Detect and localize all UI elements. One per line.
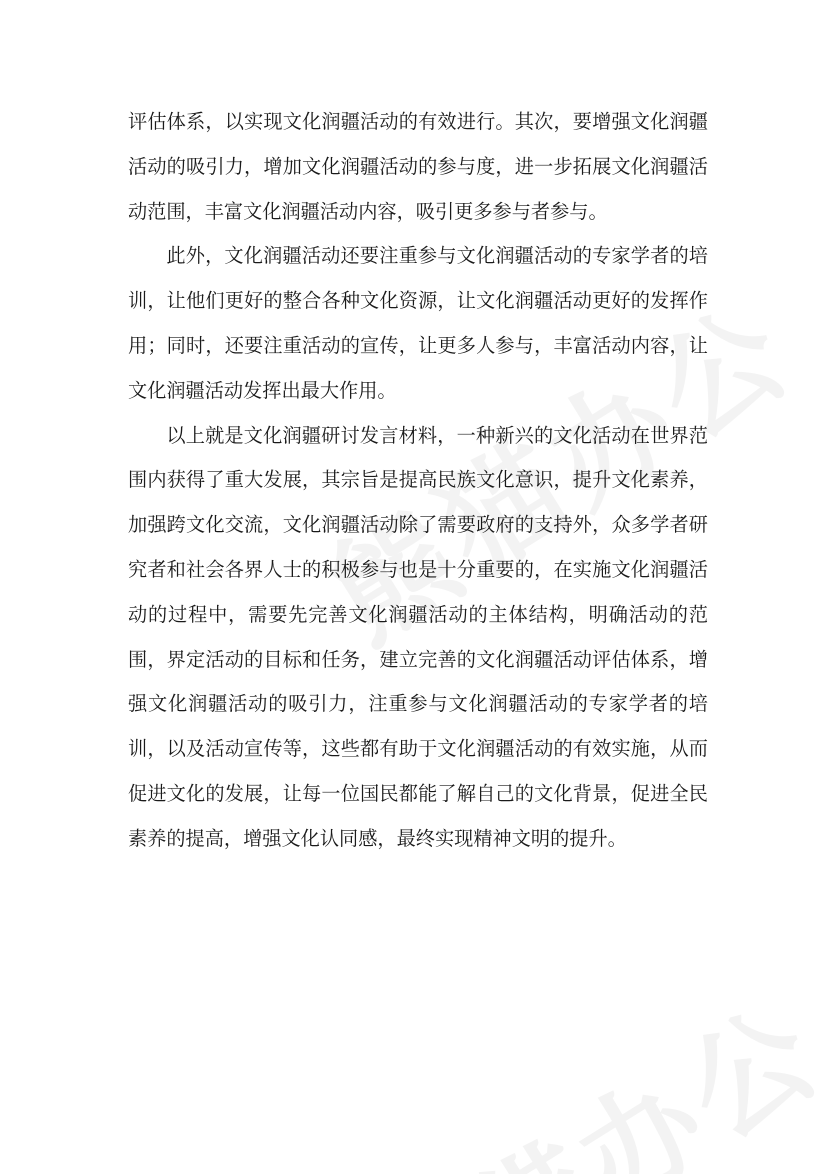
document-body [128, 100, 708, 862]
watermark-bottom [323, 957, 830, 1174]
paragraph-conclusion: 以上就是文化润疆研讨发言材料，一种新兴的文化活动在世界范围内获得了重大发展，其宗旨是提高民族文化意识，提升文化素养，加强跨文化交流，文化润疆活动除了需要政府的支持外，众多学者研究者和社会各界人士的积极参与也是十分重要的，在实施文化润疆活动的过程中，需要先完善文化润疆活动的主体结构，明确活动的范围，界定活动的目标和任务，建立完善的文化润疆活动评估体系，增强文化润疆活动的吸引力，注重参与文化润疆活动的专家学者的培训，以及活动宣传等，这些都有助于文化润疆活动的有效实施，从而促进文化的发展，让每一位国民都能了解自己的文化背景，促进全民素养的提高，增强文化认同感，最终实现精神文明的提升。 [128, 423, 708, 850]
paragraph-additionally: 此外，文化润疆活动还要注重参与文化润疆活动的专家学者的培训，让他们更好的整合各种文化资源，让文化润疆活动更好的发挥作用；同时，还要注重活动的宣传，让更多人参与，丰富活动内容，让文化润疆活动发挥出最大作用。 [128, 244, 708, 402]
paragraph-continued: 评估体系，以实现文化润疆活动的有效进行。其次，要增强文化润疆活动的吸引力，增加文化润疆活动的参与度，进一步拓展文化润疆活动范围，丰富文化润疆活动内容，吸引更多参与者参与。 [128, 110, 708, 223]
